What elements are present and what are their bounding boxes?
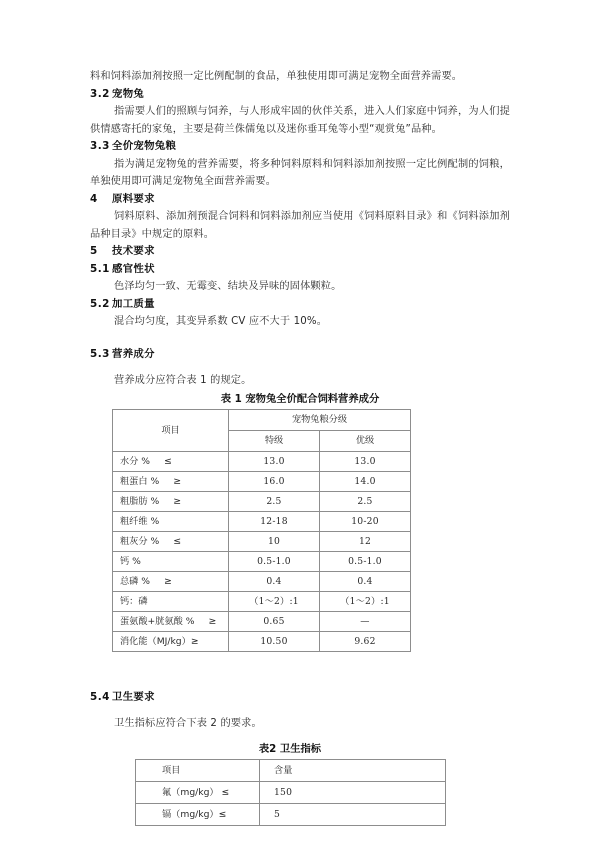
spacer-before-table-2 [90,733,510,742]
table-1-row-0-special: 13.0 [229,451,320,471]
table-1-row-1-premium: 14.0 [320,471,411,491]
table-row [113,531,411,551]
table-1-row-7-name: 钙：磷 [120,595,148,607]
heading-3-3-title: 全价宠物兔粮 [112,140,177,152]
table-1-row-1-name: 粗蛋白 % [120,475,160,487]
paragraph-5-1: 色泽均匀一致、无霉变、结块及异味的固体颗粒。 [114,281,342,292]
table-1-row-5-name: 钙 % [120,555,141,567]
heading-4 [90,191,510,209]
table-1-row-9-premium: 9.62 [320,631,411,651]
paragraph-5-4: 卫生指标应符合下表 2 的要求。 [114,718,262,729]
table-1-header-grade-premium: 优级 [320,430,411,451]
continued-paragraph: 料和饲料添加剂按照一定比例配制的食品，单独使用即可满足宠物全面营养需要。 [90,71,463,82]
heading-4-number: 4 [90,192,98,205]
heading-5-2-title: 加工质量 [112,297,155,310]
table-row [113,451,411,471]
table-1-row-8-item [113,611,229,631]
table-row [136,803,446,825]
table-1-row-6-name: 总磷 % [120,575,151,587]
spacer-before-5-4-b [90,674,510,689]
table-row [136,781,446,803]
heading-3-3-number: 3.3 [90,140,110,152]
table-1-header-item: 项目 [113,409,229,451]
spacer-before-5-4 [90,652,510,674]
heading-5 [90,243,510,261]
table-1-row-7-premium: （1～2）:1 [320,591,411,611]
paragraph-5-2: 混合均匀度，其变异系数 CV 应不大于 10%。 [114,316,328,327]
heading-5-3 [90,346,510,364]
spacer-before-5-3 [90,331,510,346]
heading-5-1-number: 5.1 [90,262,110,275]
table-1-row-8-special: 0.65 [229,611,320,631]
table-1-row-4-name: 粗灰分 % [120,535,160,547]
table-1-row-8-operator: ≥ [208,615,217,627]
page-content [90,68,510,826]
spacer-after-5-4-heading [90,706,510,715]
heading-5-title: 技术要求 [112,245,155,257]
heading-5-4-title: 卫生要求 [112,690,155,703]
table-1-row-7-special: （1～2）:1 [229,591,320,611]
table-1-row-8-premium: — [320,611,411,631]
table-1-header-row-1 [113,409,411,430]
table-2-header-item: 项目 [136,759,260,781]
table-1-row-4-operator: ≤ [173,535,182,547]
table-1-row-6-operator: ≥ [164,575,172,587]
table-row [113,631,411,651]
table-1-header-group: 宠物兔粮分级 [229,409,411,430]
heading-3-2-title: 宠物兔 [112,87,145,100]
heading-5-3-title: 营养成分 [112,347,155,360]
table-1-row-7-item [113,591,229,611]
heading-5-4 [90,689,510,707]
heading-3-2-number: 3.2 [90,87,110,100]
heading-3-2 [90,86,510,104]
heading-5-2 [90,296,510,314]
table-1-row-2-item [113,491,229,511]
table-1-row-9-special: 10.50 [229,631,320,651]
table-1-row-1-special: 16.0 [229,471,320,491]
table-2-header-row [136,759,446,781]
table-1-row-9-item [113,631,229,651]
table-1-row-6-premium: 0.4 [320,571,411,591]
table-2-caption: 表2 卫生指标 [258,742,322,755]
table-2-row-0-item: 氟（mg/kg） ≤ [136,781,260,803]
table-2-row-1-value: 5 [260,803,446,825]
table-1-row-4-special: 10 [229,531,320,551]
table-1-caption: 表 1 宠物兔全价配合饲料营养成分 [220,392,380,405]
table-2-row-0-value: 150 [260,781,446,803]
table-1-row-6-special: 0.4 [229,571,320,591]
table-row [113,511,411,531]
table-1-row-2-special: 2.5 [229,491,320,511]
table-1-row-6-item [113,571,229,591]
table-row [113,551,411,571]
table-1-row-9-name: 消化能（MJ/kg）≥ [120,635,199,647]
table-1-row-4-item [113,531,229,551]
table-2-header-content: 含量 [260,759,446,781]
table-1-row-0-premium: 13.0 [320,451,411,471]
table-1-header-grade-special: 特级 [229,430,320,451]
table-1-row-5-special: 0.5-1.0 [229,551,320,571]
table-row [113,471,411,491]
heading-5-2-number: 5.2 [90,297,110,310]
paragraph-3-2: 指需要人们的照顾与饲养，与人形成牢固的伙伴关系，进入人们家庭中饲养，为人们提 供情感寄托的家兔，主要是荷兰侏儒兔以及迷你垂耳兔等小型“观赏兔”品种。 [90,106,510,135]
table-1-row-2-name: 粗脂肪 % [120,495,160,507]
table-1-row-3-premium: 10-20 [320,511,411,531]
table-1-row-1-item [113,471,229,491]
heading-5-3-number: 5.3 [90,347,110,360]
table-1-row-3-special: 12-18 [229,511,320,531]
heading-5-1 [90,261,510,279]
table-row [113,611,411,631]
heading-4-title: 原料要求 [112,192,155,205]
table-1-row-2-premium: 2.5 [320,491,411,511]
table-1-row-4-premium: 12 [320,531,411,551]
table-1-row-8-name: 蛋氨酸+胱氨酸 % [120,615,195,627]
paragraph-4: 饲料原料、添加剂预混合饲料和饲料添加剂应当使用《饲料原料目录》和《饲料添加剂 品种目录》中规定的原料。 [90,211,510,240]
table-1-row-1-operator: ≥ [173,475,182,487]
spacer-after-5-3-heading [90,363,510,372]
paragraph-5-3: 营养成分应符合表 1 的规定。 [114,375,252,386]
table-1-row-0-name: 水分 % [120,455,151,467]
hygiene-table [135,759,446,826]
table-1-row-2-operator: ≥ [173,495,182,507]
table-1-row-0-operator: ≤ [164,455,172,467]
heading-5-4-number: 5.4 [90,690,110,703]
table-2-row-1-item: 镉（mg/kg）≤ [136,803,260,825]
heading-5-1-title: 感官性状 [112,262,155,275]
table-1-row-3-name: 粗纤维 % [120,515,160,527]
table-row [113,571,411,591]
heading-3-3 [90,138,510,156]
table-1-row-0-item [113,451,229,471]
table-1-row-5-item [113,551,229,571]
table-row [113,491,411,511]
table-1-row-3-item [113,511,229,531]
table-1-row-5-premium: 0.5-1.0 [320,551,411,571]
table-row [113,591,411,611]
heading-5-number: 5 [90,245,98,257]
paragraph-3-3: 指为满足宠物兔的营养需要，将多种饲料原料和饲料添加剂按照一定比例配制的饲粮，单独使用即可满足宠物兔全面营养需要。 [90,158,510,187]
nutrition-table [112,409,411,652]
